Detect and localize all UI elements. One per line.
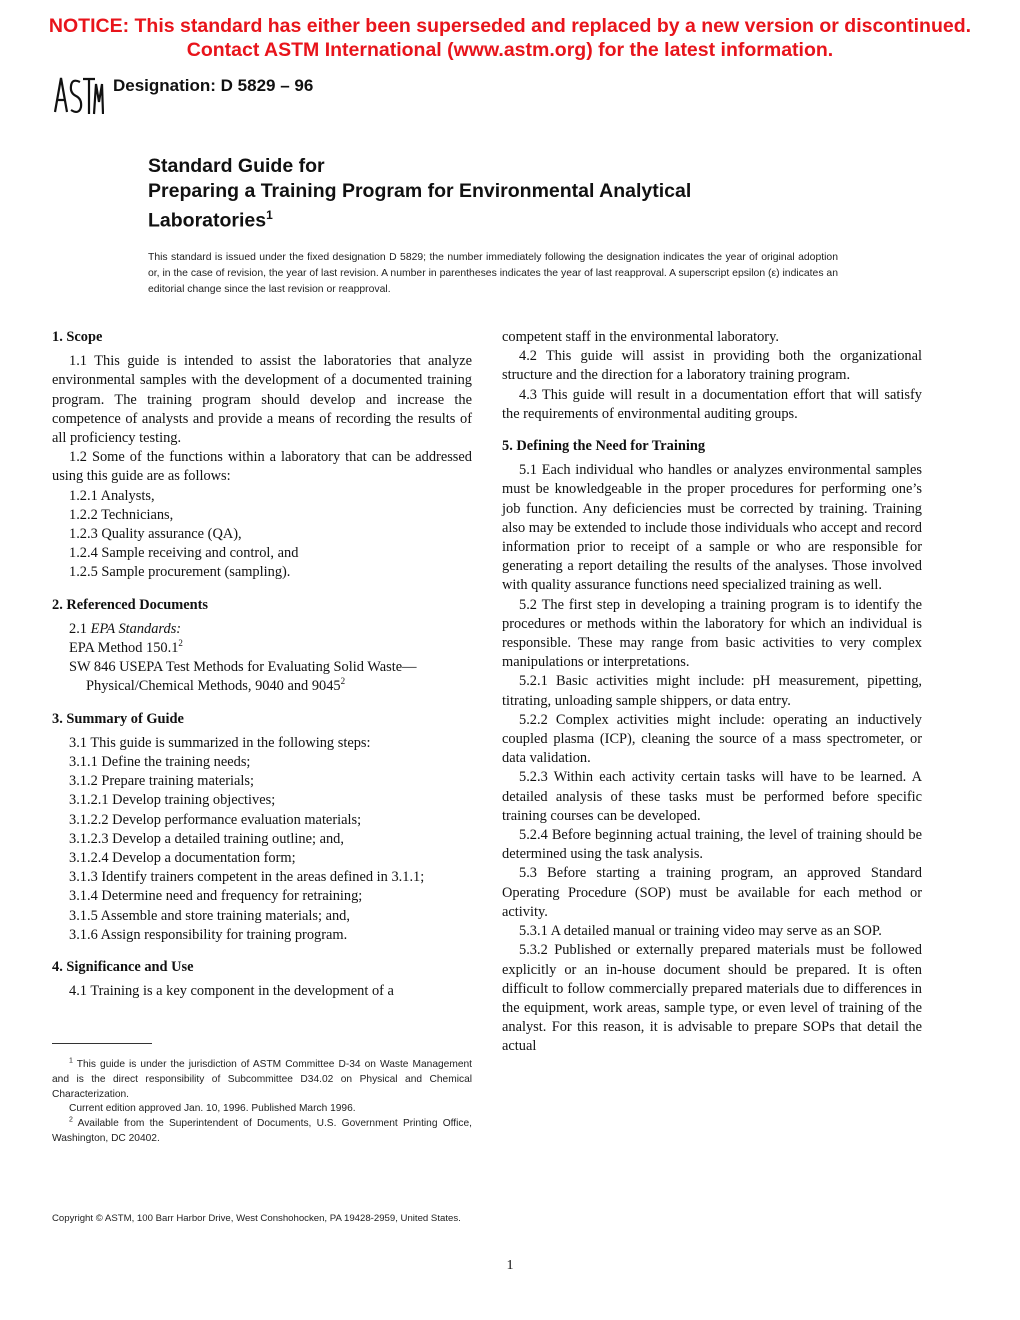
designation: Designation: D 5829 – 96 (113, 76, 314, 95)
title-line-1: Standard Guide for (148, 155, 325, 177)
list-item: 3.1.2 Prepare training materials; (69, 773, 255, 790)
paragraph-5-2: 5.2 The first step in developing a training program is to identify the procedures or methods within the laboratory for which an individual is responsible. These may range from basic activities to very complex manipulations or interpretations. (502, 596, 922, 671)
paragraph-5-2-1: 5.2.1 Basic activities might include: pH measurement, pipetting, titrating, unloading sample shippers, or data entry. (502, 673, 922, 709)
paragraph-5-3-2: 5.3.2 Published or externally prepared materials must be followed explicitly or an in-house document should be prepared. It is often difficult to follow commercially prepared materials due to differences in the equipment, work areas, sample type, or even level of training of the analyst. For this reason, it is advisable to prepare SOPs that detail the actual (502, 942, 922, 1055)
list-item: 1.2.5 Sample procurement (sampling). (69, 564, 291, 581)
list-item: 3.1.2.1 Develop training objectives; (69, 792, 276, 809)
paragraph-5-3: 5.3 Before starting a training program, an approved Standard Operating Procedure (SOP) must be available for each method or activity. (502, 865, 922, 920)
paragraph-4-2: 4.2 This guide will assist in providing both the organizational structure and the direction for a laboratory training program. (502, 348, 922, 384)
list-item: 3.1.1 Define the training needs; (69, 754, 251, 771)
paragraph-continued: competent staff in the environmental laboratory. (502, 329, 779, 345)
section-heading-defining-need: 5. Defining the Need for Training (502, 438, 706, 455)
paragraph-3-1: 3.1 This guide is summarized in the following steps: (69, 734, 371, 751)
paragraph-5-3-1: 5.3.1 A detailed manual or training video may serve as an SOP. (519, 923, 882, 940)
reference-epa: EPA Method 150.1$^2$ (69, 638, 183, 657)
left-column (52, 328, 472, 1002)
paragraph-3-1-3: 3.1.3 Identify trainers competent in the areas defined in 3.1.1; (69, 869, 425, 886)
title-line-3: Laboratories$^1$ (148, 208, 273, 232)
footnote-1: $^1$ This guide is under the jurisdiction of ASTM Committee D-34 on Waste Management and is the direct responsibility of Subcommittee D34.02 on Physical and Chemical Characterization. (52, 1057, 472, 1100)
page-number: 1 (506, 1258, 514, 1273)
paragraph-5-2-3: 5.2.3 Within each activity certain tasks will have to be learned. A detailed analysis of these tasks must be performed before specific training courses can be developed. (502, 769, 922, 824)
paragraph-5-1: 5.1 Each individual who handles or analyzes environmental samples must be knowledgeable in the proper procedures for performing one’s job function. Any deficiencies must be corrected by training. Training also may be extended to include those individuals who accept and record information prior to receipt of a sample or who are responsible for generating a report detailing the results of the analyses. Those involved with quality assurance functions need specialized training as well. (502, 462, 922, 594)
title-line-2: Preparing a Training Program for Environmental Analytical (148, 179, 692, 202)
list-item: 1.2.2 Technicians, (69, 506, 174, 523)
list-item: 3.1.2.4 Develop a documentation form; (69, 850, 296, 867)
astm-logo-icon (52, 74, 104, 118)
paragraph-5-2-4: 5.2.4 Before beginning actual training, the level of training should be determined using the task analysis. (502, 827, 922, 863)
paragraph-1-1: 1.1 This guide is intended to assist the laboratories that analyze environmental samples with the development of a documented training program. The training program should develop and increase the competence of analysts and provide a means of recording the results of all proficiency testing. (52, 353, 472, 447)
footnote-divider (52, 1043, 152, 1044)
footnotes (52, 1058, 472, 1147)
section-heading-referenced-documents: 2. Referenced Documents (52, 596, 208, 613)
list-item: 1.2.4 Sample receiving and control, and (69, 545, 299, 562)
list-item: 3.1.6 Assign responsibility for training program. (69, 926, 348, 943)
list-item: 1.2.3 Quality assurance (QA), (69, 526, 242, 543)
paragraph-4-3: 4.3 This guide will result in a documentation effort that will satisfy the requirements of environmental auditing groups. (502, 386, 922, 422)
issuance-statement: This standard is issued under the fixed designation D 5829; the number immediately following the designation indicates the year of original adoption or, in the case of revision, the year of last revision. A number in parentheses indicates the year of last reapproval. A superscript epsilon (ε) indicates an editorial change since the last revision or reapproval. (148, 252, 838, 295)
title-footnote-ref: 1 (266, 208, 273, 222)
list-item: 3.1.5 Assemble and store training materials; and, (69, 907, 350, 924)
footnote-1-approval: Current edition approved Jan. 10, 1996. Published March 1996. (69, 1103, 356, 1115)
right-column (502, 328, 922, 1057)
section-heading-summary: 3. Summary of Guide (52, 710, 184, 727)
footnote-2: $^2$ Available from the Superintendent of Documents, U.S. Government Printing Office, Washington, DC 20402. (52, 1116, 472, 1144)
section-heading-scope: 1. Scope (52, 329, 103, 345)
paragraph-2-1: 2.1 EPA Standards: (69, 620, 182, 637)
list-item: 3.1.4 Determine need and frequency for retraining; (69, 888, 363, 905)
paragraph-1-2: 1.2 Some of the functions within a laboratory that can be addressed using this guide are as follows: (52, 449, 472, 485)
section-heading-significance: 4. Significance and Use (52, 959, 194, 976)
reference-sw846: SW 846 USEPA Test Methods for Evaluating Solid Waste—Physical/Chemical Methods, 9040 and 9045$^2$ (69, 659, 417, 695)
copyright-line: Copyright © ASTM, 100 Barr Harbor Drive, West Conshohocken, PA 19428-2959, United States. (52, 1213, 461, 1224)
notice-line-2: Contact ASTM International (www.astm.org) for the latest information. (186, 39, 834, 61)
superseded-notice (0, 14, 1020, 62)
list-item: 3.1.2.2 Develop performance evaluation materials; (69, 811, 362, 828)
paragraph-5-2-2: 5.2.2 Complex activities might include: operating an inductively coupled plasma (ICP), cleaning the source of a mass spectrometer, or data validation. (502, 711, 922, 767)
document-title (148, 154, 868, 233)
list-item: 3.1.2.3 Develop a detailed training outline; and, (69, 830, 344, 847)
paragraph-4-1: 4.1 Training is a key component in the development of a (69, 983, 394, 1000)
notice-line-1: NOTICE: This standard has either been superseded and replaced by a new version or discontinued. (48, 15, 972, 37)
list-item: 1.2.1 Analysts, (69, 487, 155, 504)
